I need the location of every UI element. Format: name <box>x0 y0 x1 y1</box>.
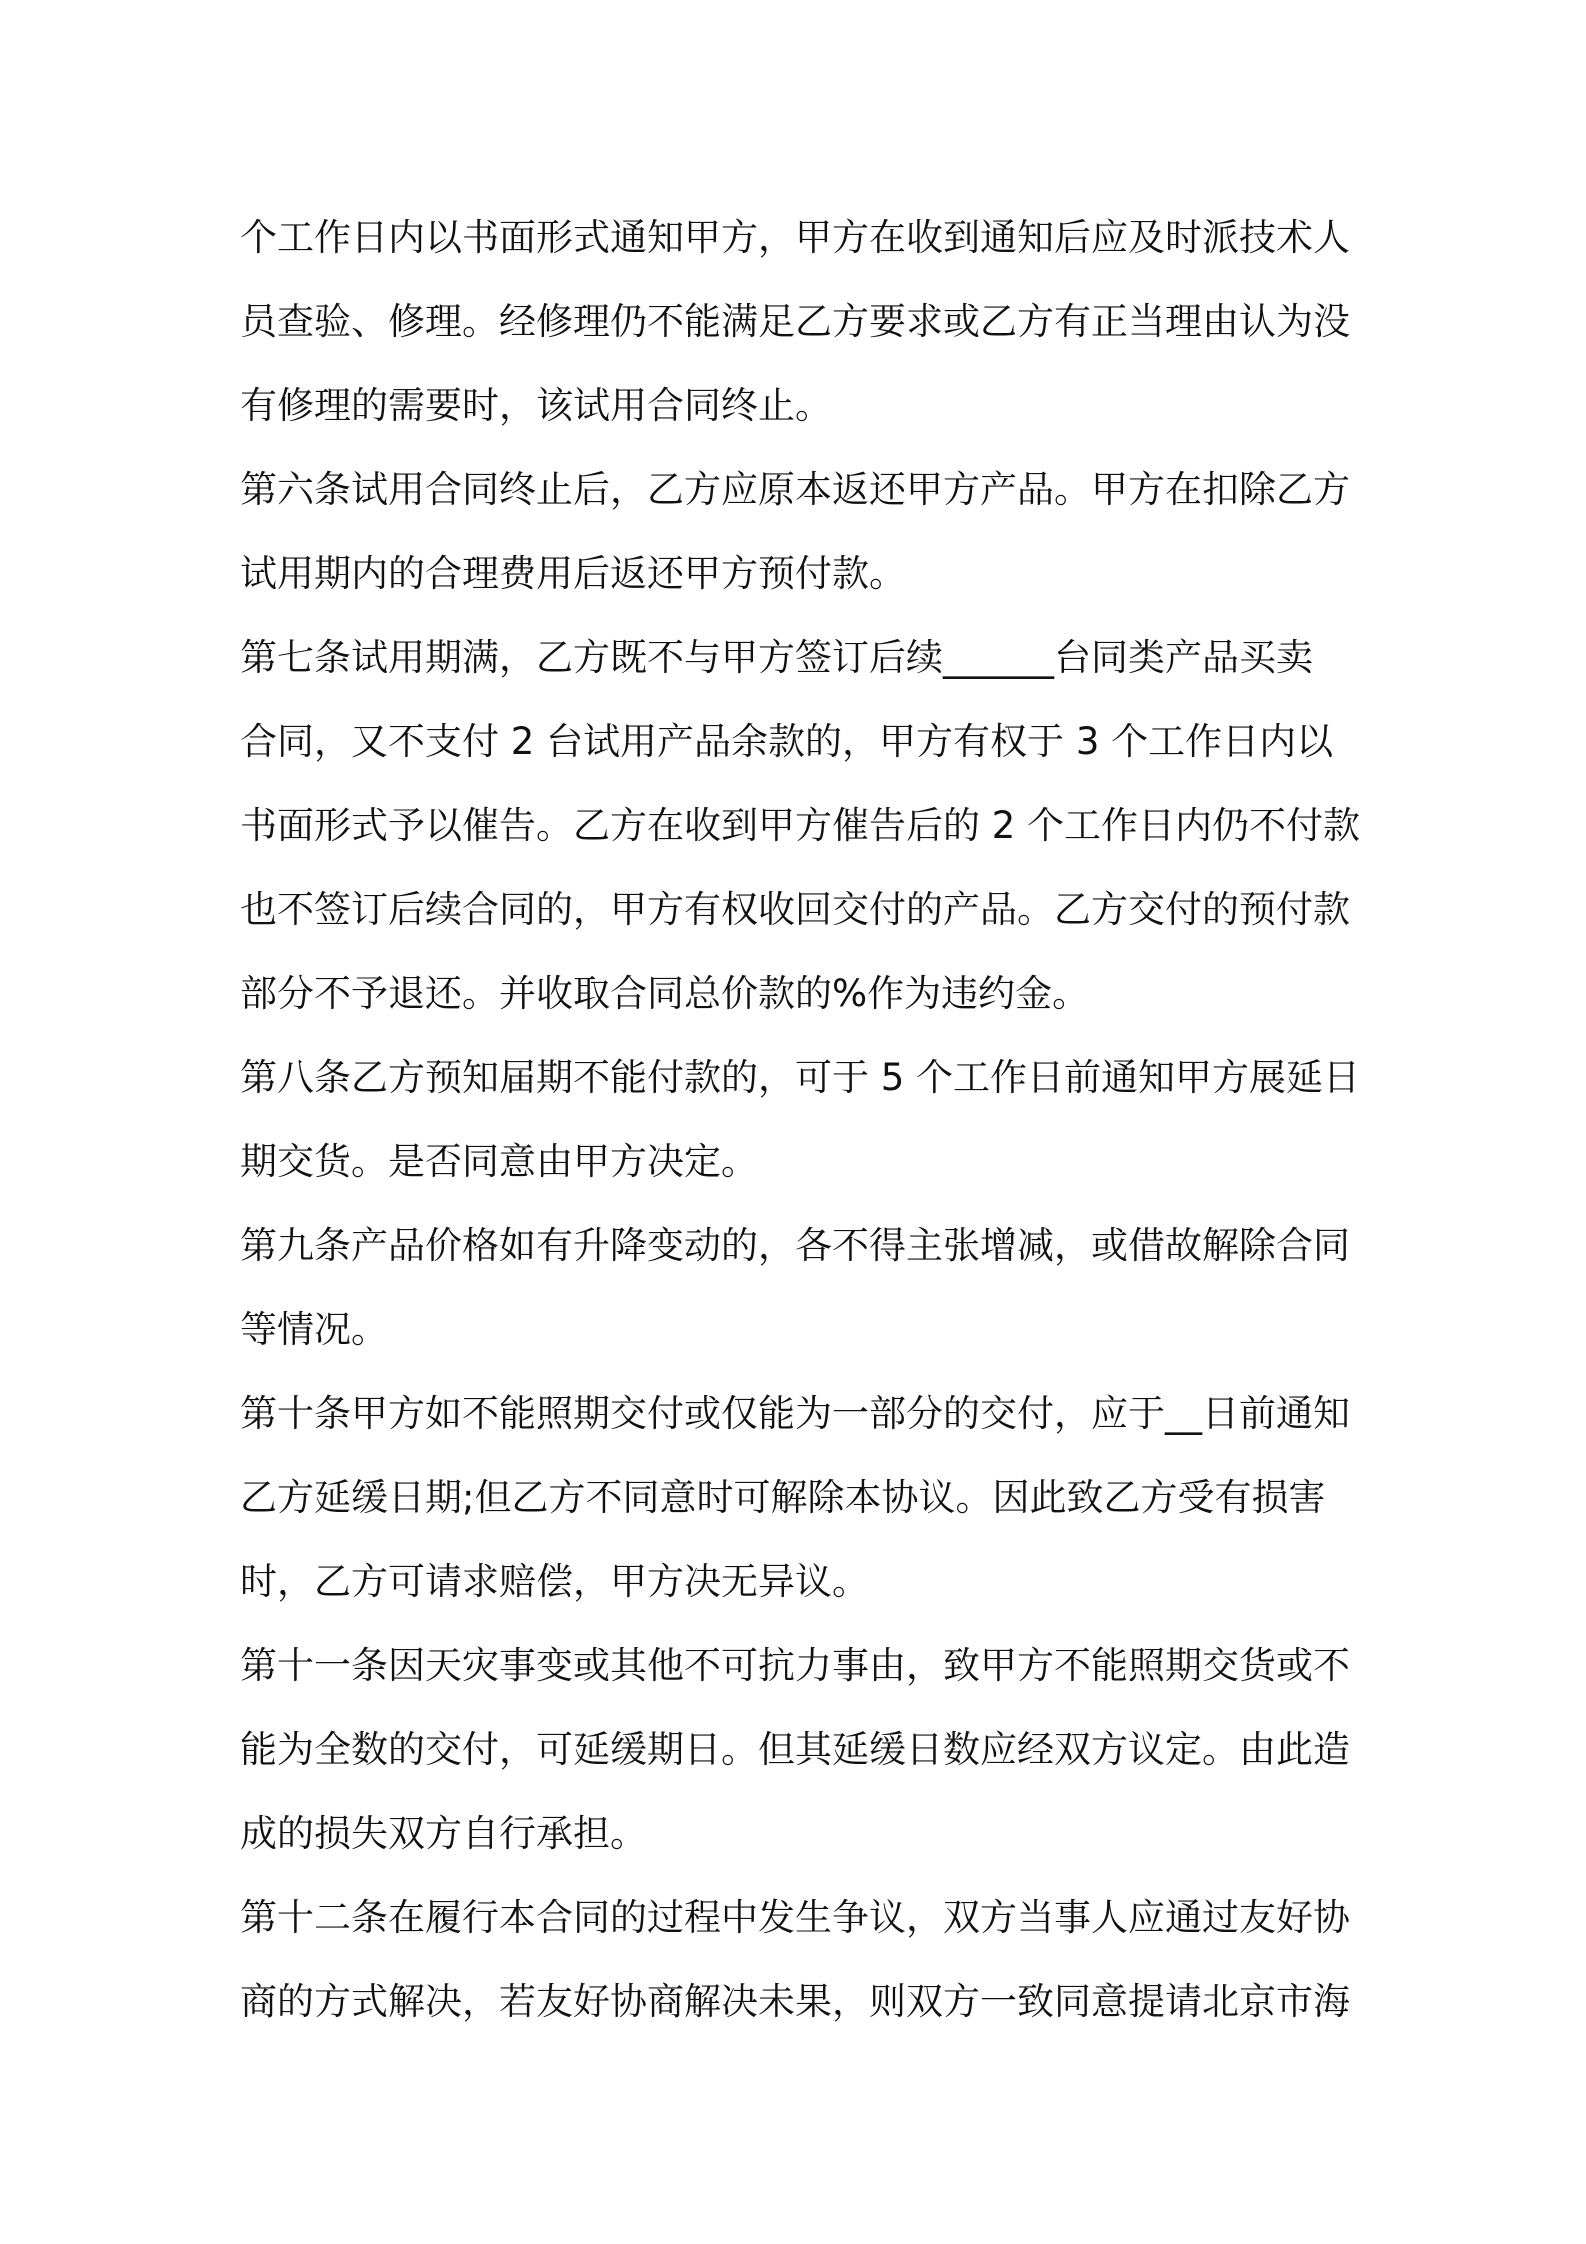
text-line: 第十二条在履行本合同的过程中发生争议，双方当事人应通过友好协 <box>240 1896 1350 1939</box>
text-line: 合同，又不支付 2 台试用产品余款的，甲方有权于 3 个工作日内以 <box>240 720 1334 763</box>
text-line: 有修理的需要时，该试用合同终止。 <box>240 384 832 427</box>
text-line: 第九条产品价格如有升降变动的，各不得主张增减，或借故解除合同 <box>240 1224 1350 1267</box>
text-line: 第六条试用合同终止后，乙方应原本返还甲方产品。甲方在扣除乙方 <box>240 468 1350 511</box>
text-line: 员查验、修理。经修理仍不能满足乙方要求或乙方有正当理由认为没 <box>240 300 1350 343</box>
text-line: 期交货。是否同意由甲方决定。 <box>240 1140 758 1183</box>
text-line: 部分不予退还。并收取合同总价款的%作为违约金。 <box>240 972 1090 1015</box>
text-line: 个工作日内以书面形式通知甲方，甲方在收到通知后应及时派技术人 <box>240 216 1350 259</box>
text-line: 时，乙方可请求赔偿，甲方决无异议。 <box>240 1560 869 1603</box>
text-line: 能为全数的交付，可延缓期日。但其延缓日数应经双方议定。由此造 <box>240 1728 1350 1771</box>
text-line: 第十一条因天灾事变或其他不可抗力事由，致甲方不能照期交货或不 <box>240 1644 1350 1687</box>
text-line: 等情况。 <box>240 1308 388 1351</box>
text-line: 也不签订后续合同的，甲方有权收回交付的产品。乙方交付的预付款 <box>240 888 1350 931</box>
text-line: 第十条甲方如不能照期交付或仅能为一部分的交付，应于__日前通知 <box>240 1392 1350 1435</box>
document-body <box>240 196 1361 2044</box>
text-line: 乙方延缓日期;但乙方不同意时可解除本协议。因此致乙方受有损害 <box>240 1476 1326 1519</box>
text-line: 第七条试用期满，乙方既不与甲方签订后续______台同类产品买卖 <box>240 636 1313 679</box>
text-line: 第八条乙方预知届期不能付款的，可于 5 个工作日前通知甲方展延日 <box>240 1056 1361 1099</box>
text-line: 书面形式予以催告。乙方在收到甲方催告后的 2 个工作日内仍不付款 <box>240 804 1361 847</box>
text-line: 试用期内的合理费用后返还甲方预付款。 <box>240 552 906 595</box>
text-line: 成的损失双方自行承担。 <box>240 1812 647 1855</box>
text-line: 商的方式解决，若友好协商解决未果，则双方一致同意提请北京市海 <box>240 1980 1350 2023</box>
